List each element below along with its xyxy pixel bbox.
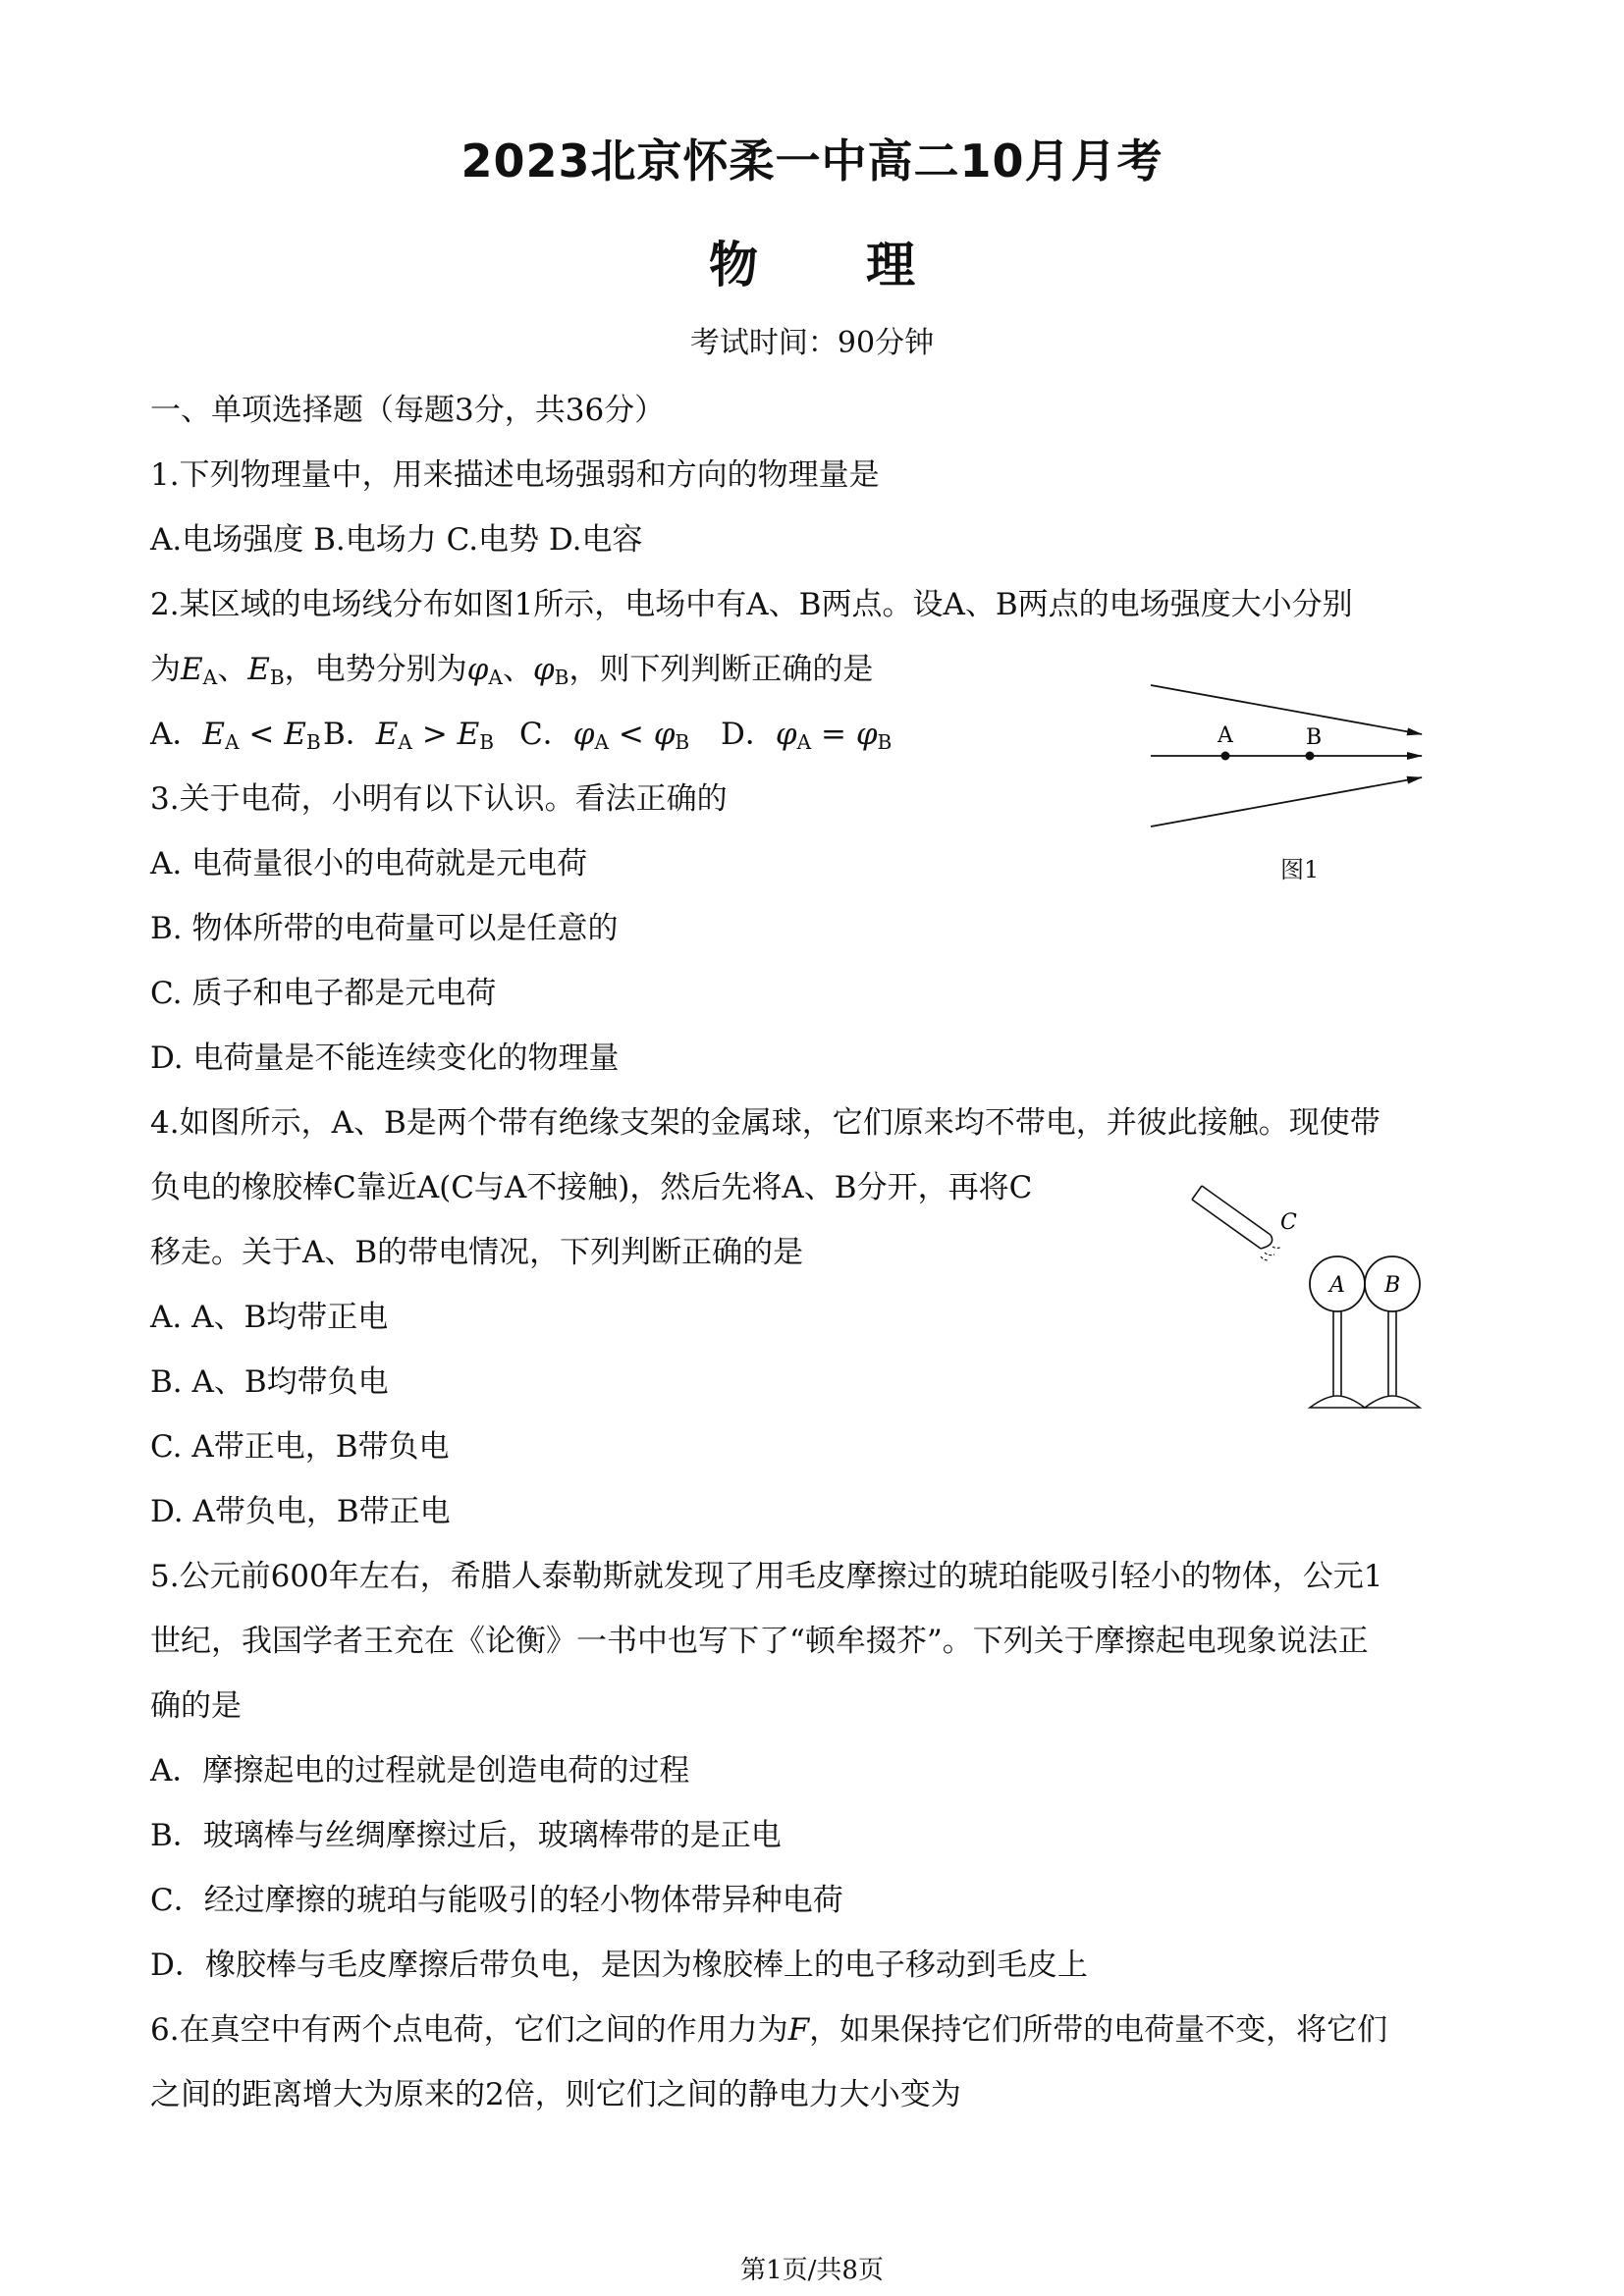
section-heading: 一、单项选择题（每题3分，共36分） xyxy=(150,393,666,428)
q1-options: A.电场强度 B.电场力 C.电势 D.电容 xyxy=(150,522,643,558)
q2-stem-line1: 2.某区域的电场线分布如图1所示，电场中有A、B两点。设A、B两点的电场强度大小分别 xyxy=(150,587,1353,622)
q2-option-c: C．$\varphi_A < \varphi_B$ xyxy=(519,717,690,755)
point-a-dot xyxy=(1221,752,1230,761)
point-b-label: B xyxy=(1306,725,1323,750)
q1-stem: 1.下列物理量中，用来描述电场强弱和方向的物理量是 xyxy=(150,457,880,493)
q2-option-a: A．$E_A < E_B$ xyxy=(150,717,321,755)
q6-stem-line2: 之间的距离增大为原来的2倍，则它们之间的静电力大小变为 xyxy=(150,2077,961,2112)
field-line-bottom xyxy=(1151,777,1422,827)
q5-stem-line3: 确的是 xyxy=(150,1688,242,1724)
q3-option-d: D. 电荷量是不能连续变化的物理量 xyxy=(150,1041,620,1076)
q2-stem-line2: 为$E_A$、$E_B$，电势分别为$\varphi_A$、$\varphi_B$，则下列判断正确的是 xyxy=(150,652,874,690)
point-a-label: A xyxy=(1218,723,1233,748)
q4-option-b: B. A、B均带负电 xyxy=(150,1364,389,1400)
rod-c-label: C xyxy=(1280,1210,1297,1235)
q5-option-d: D．橡胶棒与毛皮摩擦后带负电，是因为橡胶棒上的电子移动到毛皮上 xyxy=(150,1948,1088,1983)
q2-option-b: B．$E_A > E_B$ xyxy=(323,717,495,755)
q4-option-d: D. A带负电，B带正电 xyxy=(150,1494,451,1529)
q6-stem-line1: 6.在真空中有两个点电荷，它们之间的作用力为F，如果保持它们所带的电荷量不变，将它们 xyxy=(150,2012,1388,2048)
point-b-dot xyxy=(1306,752,1315,761)
subject-char-2: 理 xyxy=(866,237,915,294)
exam-title: 2023北京怀柔一中高二10月月考 xyxy=(460,134,1164,187)
q3-option-a: A. 电荷量很小的电荷就是元电荷 xyxy=(150,846,588,881)
q4-stem-line1: 4.如图所示，A、B是两个带有绝缘支架的金属球，它们原来均不带电，并彼此接触。现使带 xyxy=(150,1105,1380,1141)
q3-option-c: C. 质子和电子都是元电荷 xyxy=(150,976,497,1011)
q5-option-c: C．经过摩擦的琥珀与能吸引的轻小物体带异种电荷 xyxy=(150,1883,843,1918)
q4-option-c: C. A带正电，B带负电 xyxy=(150,1429,450,1465)
figure-rod-and-spheres xyxy=(1178,1168,1453,1414)
subject-heading xyxy=(0,226,1624,296)
sphere-b-label: B xyxy=(1384,1273,1401,1298)
rubber-rod-c xyxy=(1192,1186,1281,1260)
q5-option-b: B．玻璃棒与丝绸摩擦过后，玻璃棒带的是正电 xyxy=(150,1818,782,1853)
q4-stem-line2: 负电的橡胶棒C靠近A(C与A不接触)，然后先将A、B分开，再将C xyxy=(150,1170,1033,1205)
subject-char-1: 物 xyxy=(709,237,758,294)
q5-option-a: A．摩擦起电的过程就是创造电荷的过程 xyxy=(150,1753,690,1789)
q2-option-d: D．$\varphi_A = \varphi_B$ xyxy=(721,717,893,755)
page-number: 第1页/共8页 xyxy=(740,2256,884,2285)
figure-1-caption: 图1 xyxy=(1280,856,1320,883)
q3-option-b: B. 物体所带的电荷量可以是任意的 xyxy=(150,911,619,946)
q3-stem: 3.关于电荷，小明有以下认识。看法正确的 xyxy=(150,781,728,817)
q5-stem-line2: 世纪，我国学者王充在《论衡》一书中也写下了“顿牟掇芥”。下列关于摩擦起电现象说法正 xyxy=(150,1624,1369,1659)
exam-time: 考试时间：90分钟 xyxy=(689,326,935,360)
q5-stem-line1: 5.公元前600年左右，希腊人泰勒斯就发现了用毛皮摩擦过的琥珀能吸引轻小的物体，公元1 xyxy=(150,1559,1383,1594)
q4-stem-line3: 移走。关于A、B的带电情况，下列判断正确的是 xyxy=(150,1235,804,1270)
sphere-a-label: A xyxy=(1329,1273,1345,1298)
q4-option-a: A. A、B均带正电 xyxy=(150,1300,389,1335)
q2-options xyxy=(150,709,892,753)
field-line-top xyxy=(1151,685,1422,734)
